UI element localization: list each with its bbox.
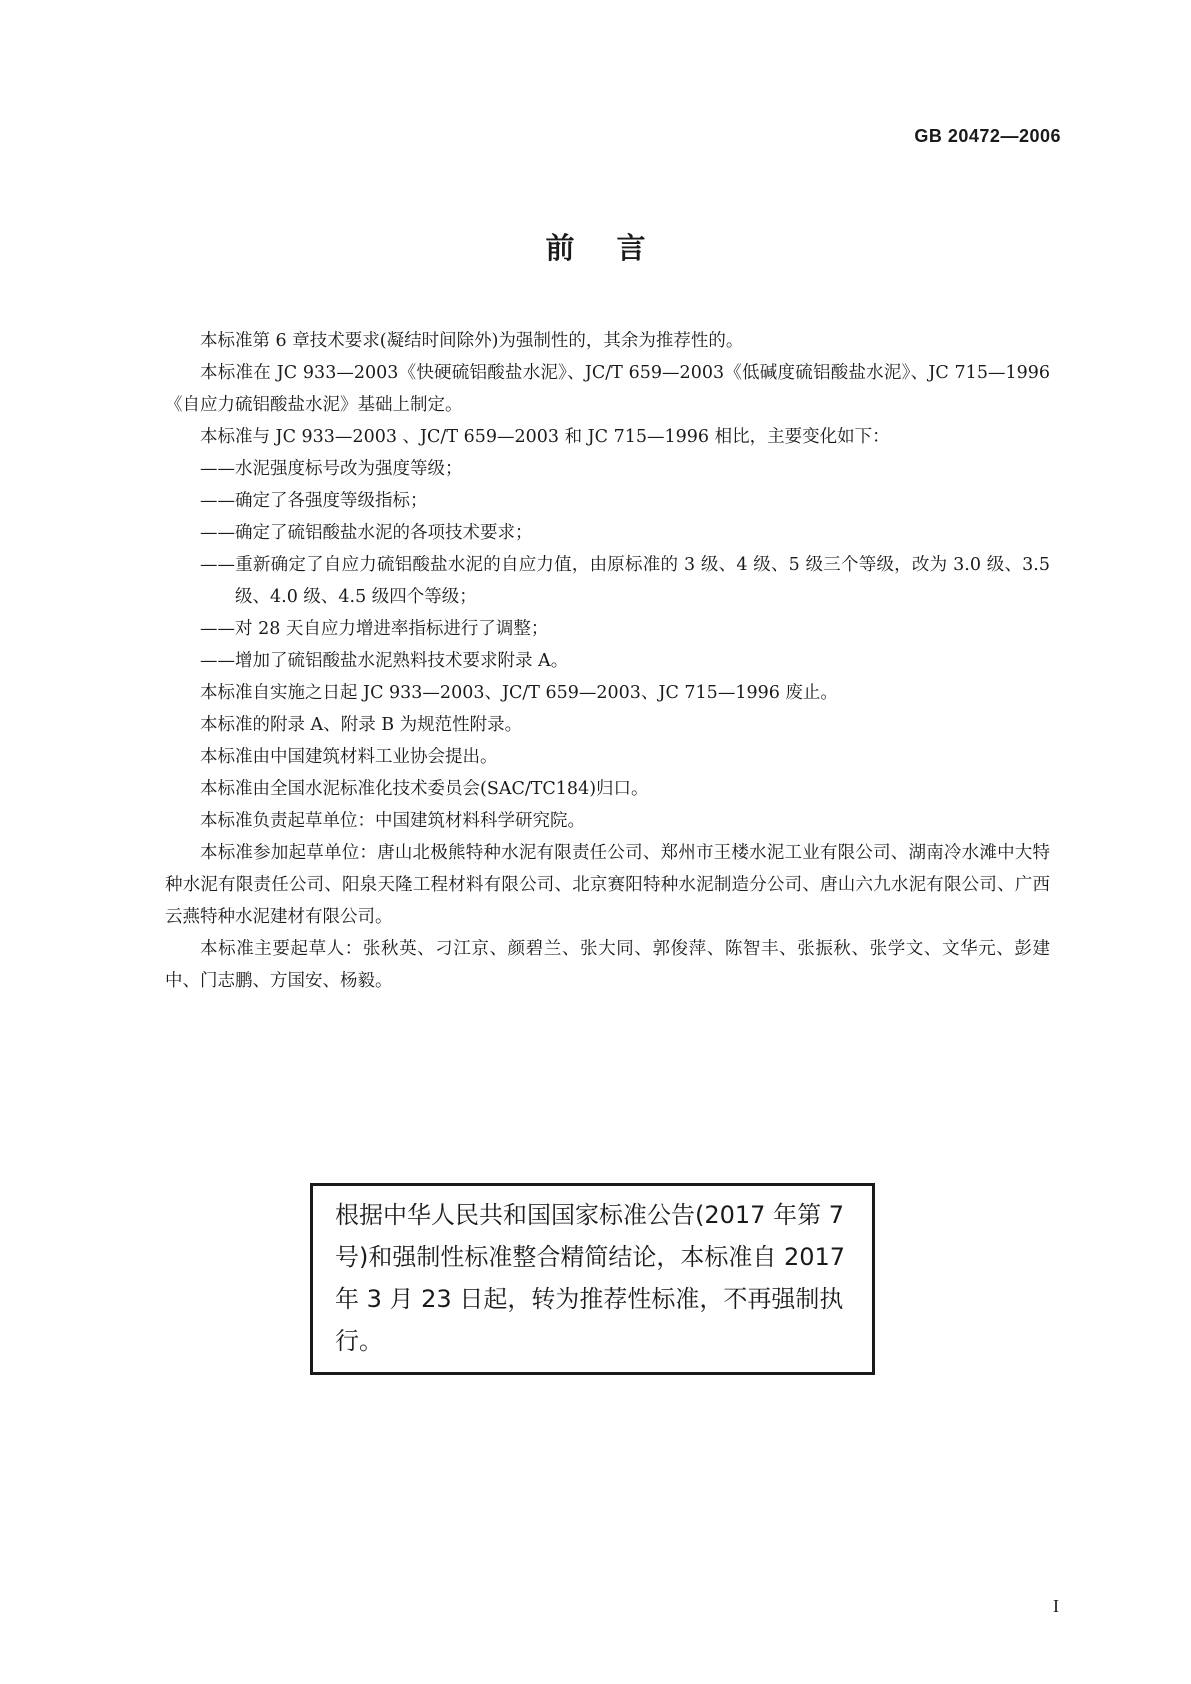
paragraph: 本标准负责起草单位：中国建筑材料科学研究院。 [200, 811, 585, 831]
paragraph: 本标准自实施之日起 JC 933—2003、JC/T 659—2003、JC 715—1996 废止。 [200, 683, 838, 703]
change-item: ——水泥强度标号改为强度等级； [200, 459, 463, 479]
change-item: ——确定了各强度等级指标； [200, 491, 428, 511]
paragraph: 本标准的附录 A、附录 B 为规范性附录。 [200, 715, 523, 735]
change-item: ——增加了硫铝酸盐水泥熟料技术要求附录 A。 [200, 651, 569, 671]
paragraph: 本标准第 6 章技术要求(凝结时间除外)为强制性的，其余为推荐性的。 [200, 331, 744, 351]
page-title: 前言 [545, 231, 688, 265]
paragraph: 本标准在 JC 933—2003《快硬硫铝酸盐水泥》、JC/T 659—2003《低碱度硫铝酸盐水泥》、JC 715—1996《自应力硫铝酸盐水泥》基础上制定。 [165, 363, 1050, 415]
change-item: ——重新确定了自应力硫铝酸盐水泥的自应力值，由原标准的 3 级、4 级、5 级三个等级，改为 3.0 级、3.5 级、4.0 级、4.5 级四个等级； [200, 555, 1050, 607]
paragraph: 本标准与 JC 933—2003 、JC/T 659—2003 和 JC 715—1996 相比，主要变化如下： [200, 427, 890, 447]
change-item: ——确定了硫铝酸盐水泥的各项技术要求； [200, 523, 533, 543]
paragraph: 本标准由全国水泥标准化技术委员会(SAC/TC184)归口。 [200, 779, 649, 799]
change-item: ——对 28 天自应力增进率指标进行了调整； [200, 619, 549, 639]
paragraph: 本标准主要起草人：张秋英、刁江京、颜碧兰、张大同、郭俊萍、陈智丰、张振秋、张学文、文华元、彭建中、门志鹏、方国安、杨毅。 [165, 939, 1050, 991]
notice-box: 根据中华人民共和国国家标准公告(2017 年第 7 号)和强制性标准整合精简结论，本标准自 2017 年 3 月 23 日起，转为推荐性标准，不再强制执行。 [310, 1183, 875, 1375]
standard-code: GB 20472—2006 [914, 126, 1061, 146]
paragraph: 本标准参加起草单位：唐山北极熊特种水泥有限责任公司、郑州市王楼水泥工业有限公司、湖南冷水滩中大特种水泥有限责任公司、阳泉天隆工程材料有限公司、北京赛阳特种水泥制造分公司、唐山六九水泥有限公司、广西云燕特种水泥建材有限公司。 [165, 843, 1050, 927]
foreword-body [165, 325, 1050, 997]
page-number: I [1053, 1596, 1059, 1616]
paragraph: 本标准由中国建筑材料工业协会提出。 [200, 747, 498, 767]
